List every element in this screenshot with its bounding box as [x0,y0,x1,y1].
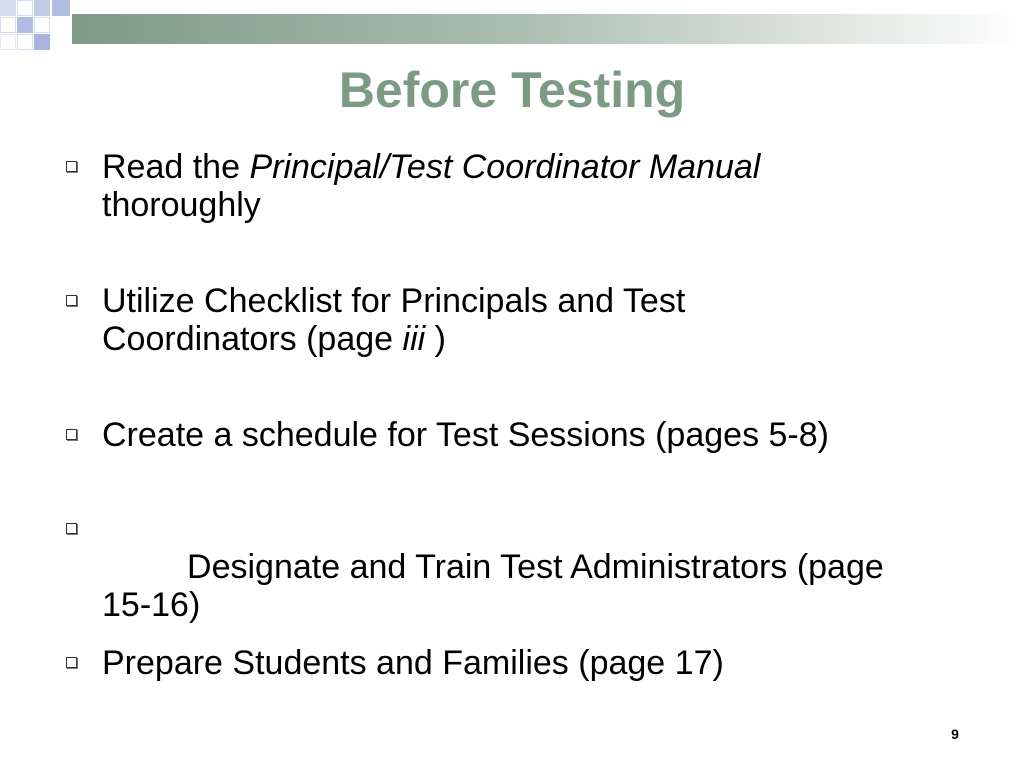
deco-square [17,0,33,16]
bullet-text [102,148,982,224]
deco-square [34,17,50,33]
bullet-text-part: ) [425,320,446,358]
deco-square [34,34,50,50]
slide-title: Before Testing [338,62,686,118]
bullet-text-part: 15-16) [102,586,201,624]
bullet-text [102,510,982,662]
bullet-text-part: thoroughly [102,186,261,224]
deco-square [0,0,16,16]
deco-square [17,34,33,50]
hollow-square-bullet-icon [66,295,77,306]
deco-square [17,17,33,33]
hollow-square-bullet-icon [66,657,77,668]
deco-square [34,0,50,16]
bullet-text [102,416,982,454]
bullet-text [102,644,982,682]
hollow-square-bullet-icon [66,523,77,534]
page-number: 9 [951,726,959,742]
bullet-text-part: Utilize Checklist for Principals and Test [102,282,686,320]
page-reference: iii [402,320,426,358]
bullet-text-part: Prepare Students and Families (page 17) [102,644,724,682]
bullet-text [102,282,982,358]
manual-title: Principal/Test Coordinator Manual [249,148,761,186]
bullet-text-part: Create a schedule for Test Sessions (pages 5-8) [102,416,829,454]
hollow-square-bullet-icon [66,161,77,172]
bullet-text-part: Read the [102,148,250,186]
header-gradient-bar [72,14,1024,44]
deco-square [52,0,70,16]
deco-square [0,34,16,50]
corner-squares-decoration [0,0,72,56]
deco-square [0,17,16,33]
bullet-text-part: Designate and Train Test Administrators (page [177,548,884,586]
hollow-square-bullet-icon [66,429,77,440]
bullet-text-part: Coordinators (page [102,320,403,358]
